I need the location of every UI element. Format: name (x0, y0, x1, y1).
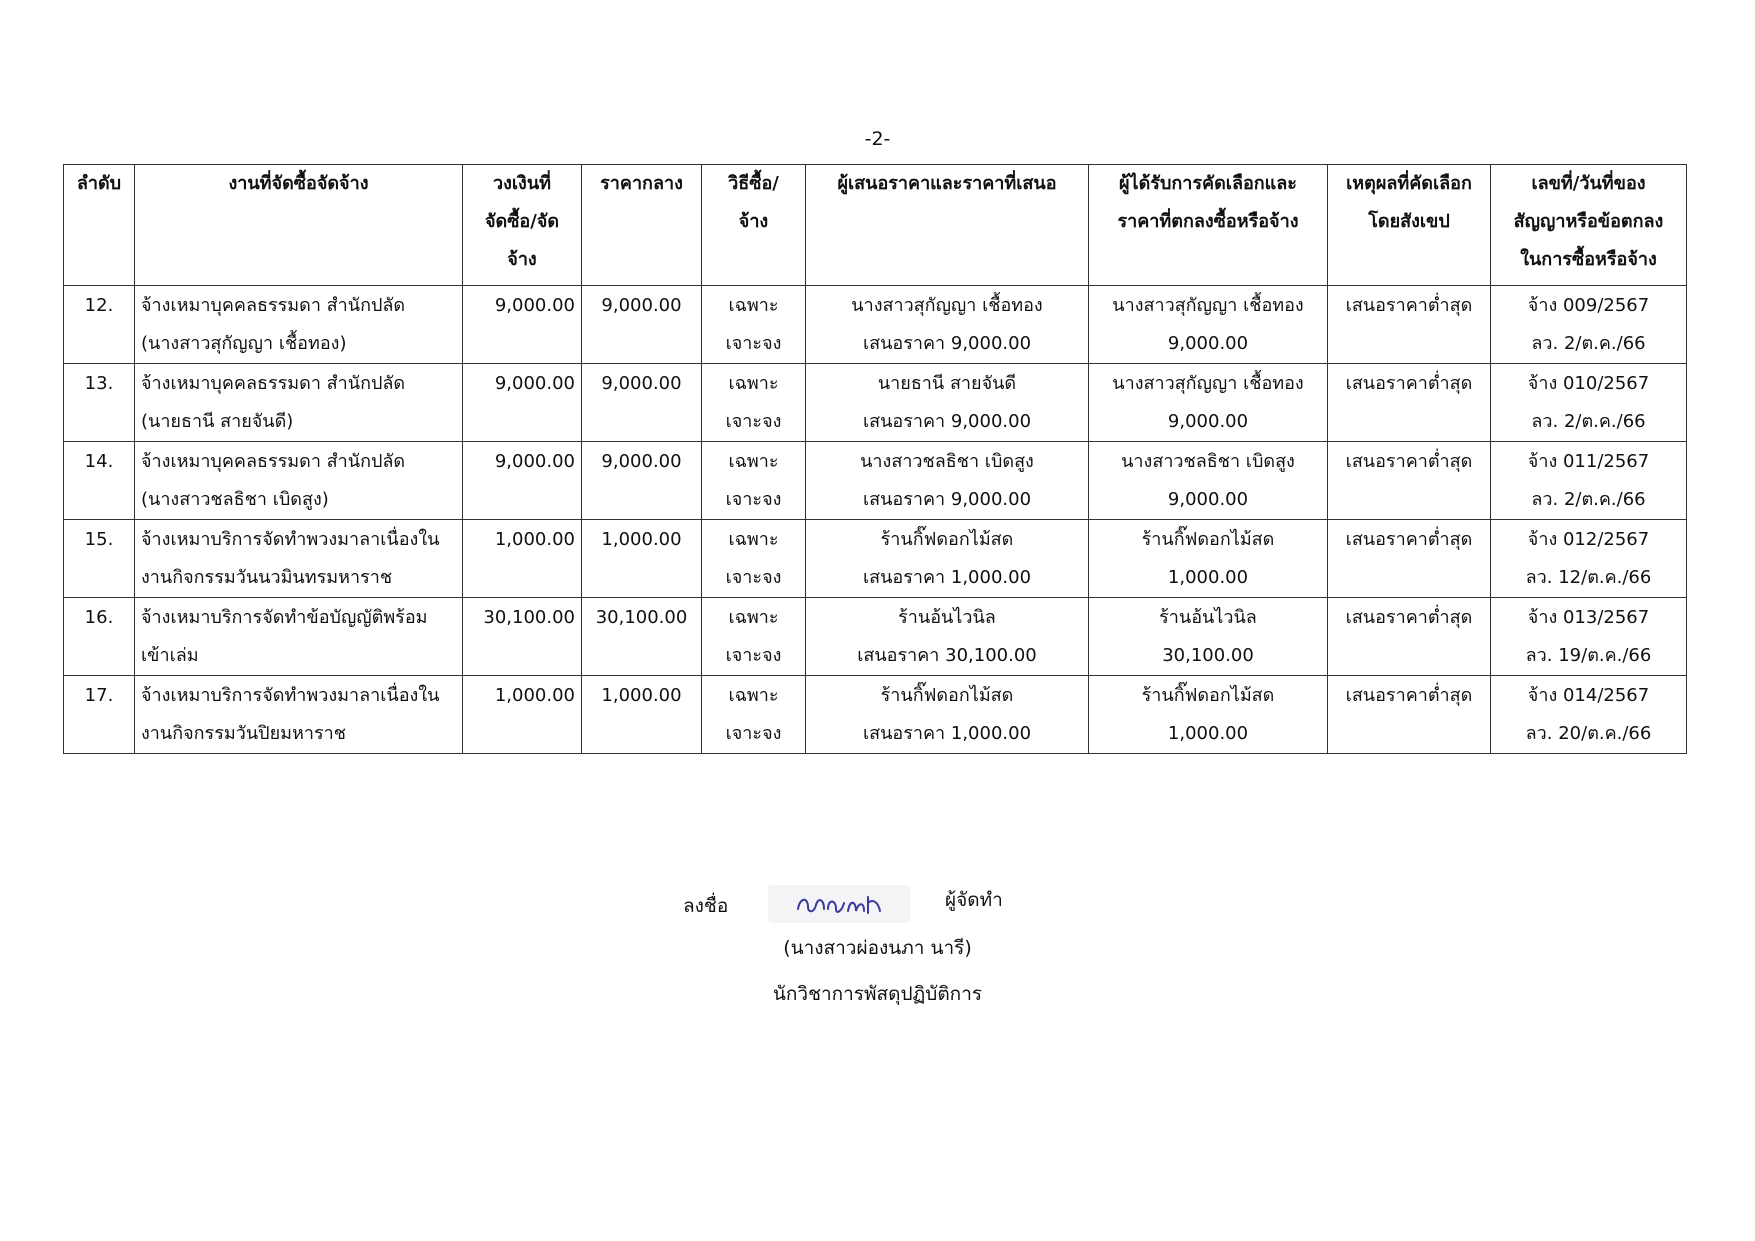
signature-line (0, 885, 1755, 925)
cell-reason: เสนอราคาต่ำสุด (1328, 520, 1491, 598)
cell-no: 15. (64, 520, 135, 598)
cell-budget: 30,100.00 (463, 598, 582, 676)
cell-median-price: 9,000.00 (582, 286, 702, 364)
cell-selected: ร้านกิ๊ฟดอกไม้สด 1,000.00 (1089, 520, 1328, 598)
cell-work: จ้างเหมาบริการจัดทำพวงมาลาเนื่องใน งานกิจกรรมวันปิยมหาราช (135, 676, 463, 754)
cell-median-price: 9,000.00 (582, 442, 702, 520)
cell-no: 14. (64, 442, 135, 520)
cell-reason: เสนอราคาต่ำสุด (1328, 286, 1491, 364)
table-row (64, 676, 1687, 754)
header-method: วิธีซื้อ/ จ้าง (702, 165, 806, 286)
cell-budget: 9,000.00 (463, 286, 582, 364)
cell-work: จ้างเหมาบริการจัดทำพวงมาลาเนื่องใน งานกิจกรรมวันนวมินทรมหาราช (135, 520, 463, 598)
cell-work: จ้างเหมาบุคคลธรรมดา สำนักปลัด (นางสาวสุกัญญา เชื้อทอง) (135, 286, 463, 364)
cell-budget: 1,000.00 (463, 520, 582, 598)
cell-contract: จ้าง 014/2567 ลว. 20/ต.ค./66 (1491, 676, 1687, 754)
header-bidder: ผู้เสนอราคาและราคาที่เสนอ (806, 165, 1089, 286)
cell-bidder: นายธานี สายจันดี เสนอราคา 9,000.00 (806, 364, 1089, 442)
handwritten-signature (768, 885, 910, 923)
cell-median-price: 1,000.00 (582, 520, 702, 598)
signer-name: (นางสาวผ่องนภา นารี) (783, 937, 972, 959)
cell-bidder: ร้านกิ๊ฟดอกไม้สด เสนอราคา 1,000.00 (806, 676, 1089, 754)
cell-no: 16. (64, 598, 135, 676)
signature-ink (794, 889, 886, 919)
signer-position: นักวิชาการพัสดุปฏิบัติการ (772, 983, 983, 1005)
signature-prefix: ลงชื่อ (683, 895, 729, 917)
cell-contract: จ้าง 011/2567 ลว. 2/ต.ค./66 (1491, 442, 1687, 520)
header-contract: เลขที่/วันที่ของ สัญญาหรือข้อตกลง ในการซื้อหรือจ้าง (1491, 165, 1687, 286)
cell-contract: จ้าง 013/2567 ลว. 19/ต.ค./66 (1491, 598, 1687, 676)
table-row (64, 442, 1687, 520)
cell-method: เฉพาะ เจาะจง (702, 364, 806, 442)
cell-reason: เสนอราคาต่ำสุด (1328, 442, 1491, 520)
header-budget: วงเงินที่ จัดซื้อ/จัด จ้าง (463, 165, 582, 286)
cell-method: เฉพาะ เจาะจง (702, 286, 806, 364)
table-header-row (64, 165, 1687, 286)
signature-suffix: ผู้จัดทำ (945, 889, 1003, 911)
cell-selected: นางสาวสุกัญญา เชื้อทอง 9,000.00 (1089, 286, 1328, 364)
cell-method: เฉพาะ เจาะจง (702, 520, 806, 598)
cell-budget: 9,000.00 (463, 442, 582, 520)
cell-work: จ้างเหมาบุคคลธรรมดา สำนักปลัด (นางสาวชลธิชา เบิดสูง) (135, 442, 463, 520)
header-reason: เหตุผลที่คัดเลือก โดยสังเขป (1328, 165, 1491, 286)
cell-budget: 9,000.00 (463, 364, 582, 442)
cell-no: 17. (64, 676, 135, 754)
header-work: งานที่จัดซื้อจัดจ้าง (135, 165, 463, 286)
cell-median-price: 1,000.00 (582, 676, 702, 754)
procurement-table (63, 164, 1687, 754)
cell-work: จ้างเหมาบริการจัดทำข้อบัญญัติพร้อม เข้าเล่ม (135, 598, 463, 676)
cell-selected: ร้านอ้นไวนิล 30,100.00 (1089, 598, 1328, 676)
cell-contract: จ้าง 009/2567 ลว. 2/ต.ค./66 (1491, 286, 1687, 364)
table-row (64, 286, 1687, 364)
cell-no: 13. (64, 364, 135, 442)
cell-contract: จ้าง 010/2567 ลว. 2/ต.ค./66 (1491, 364, 1687, 442)
cell-bidder: ร้านอ้นไวนิล เสนอราคา 30,100.00 (806, 598, 1089, 676)
cell-method: เฉพาะ เจาะจง (702, 676, 806, 754)
table-row (64, 364, 1687, 442)
cell-budget: 1,000.00 (463, 676, 582, 754)
cell-method: เฉพาะ เจาะจง (702, 442, 806, 520)
cell-contract: จ้าง 012/2567 ลว. 12/ต.ค./66 (1491, 520, 1687, 598)
header-no: ลำดับ (64, 165, 135, 286)
table-row (64, 520, 1687, 598)
cell-reason: เสนอราคาต่ำสุด (1328, 598, 1491, 676)
cell-reason: เสนอราคาต่ำสุด (1328, 364, 1491, 442)
cell-work: จ้างเหมาบุคคลธรรมดา สำนักปลัด (นายธานี สายจันดี) (135, 364, 463, 442)
cell-median-price: 30,100.00 (582, 598, 702, 676)
header-selected: ผู้ได้รับการคัดเลือกและ ราคาที่ตกลงซื้อหรือจ้าง (1089, 165, 1328, 286)
cell-bidder: นางสาวสุกัญญา เชื้อทอง เสนอราคา 9,000.00 (806, 286, 1089, 364)
cell-method: เฉพาะ เจาะจง (702, 598, 806, 676)
page-number: -2- (864, 128, 891, 150)
cell-selected: นางสาวชลธิชา เบิดสูง 9,000.00 (1089, 442, 1328, 520)
header-median-price: ราคากลาง (582, 165, 702, 286)
cell-reason: เสนอราคาต่ำสุด (1328, 676, 1491, 754)
cell-selected: ร้านกิ๊ฟดอกไม้สด 1,000.00 (1089, 676, 1328, 754)
cell-median-price: 9,000.00 (582, 364, 702, 442)
cell-bidder: นางสาวชลธิชา เบิดสูง เสนอราคา 9,000.00 (806, 442, 1089, 520)
cell-no: 12. (64, 286, 135, 364)
table-row (64, 598, 1687, 676)
cell-bidder: ร้านกิ๊ฟดอกไม้สด เสนอราคา 1,000.00 (806, 520, 1089, 598)
cell-selected: นางสาวสุกัญญา เชื้อทอง 9,000.00 (1089, 364, 1328, 442)
